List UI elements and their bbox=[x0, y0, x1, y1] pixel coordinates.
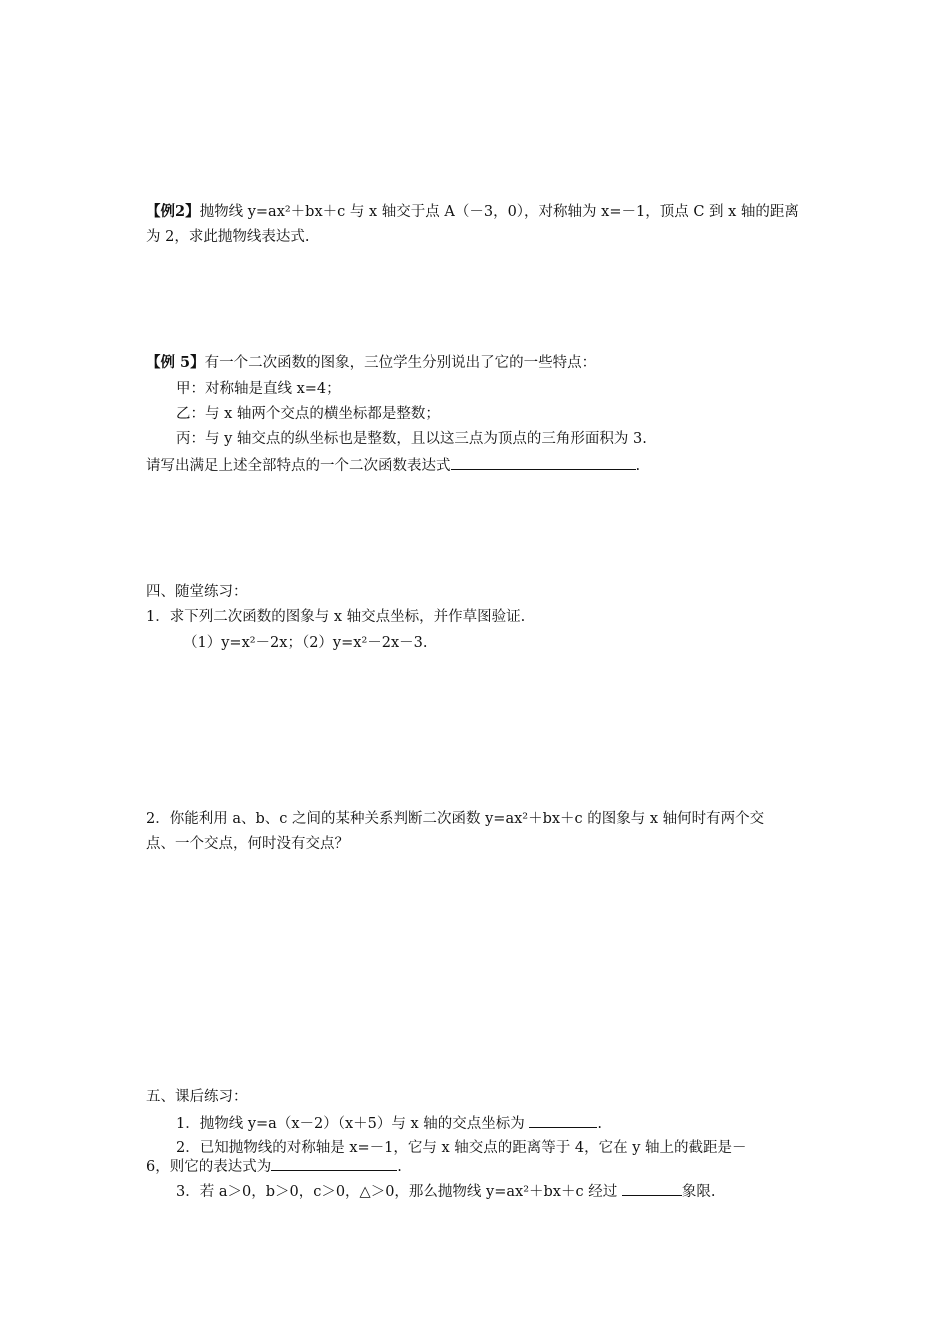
example5-bing: 丙：与 y 轴交点的纵坐标也是整数，且以这三点为顶点的三角形面积为 3. bbox=[176, 431, 647, 447]
example2-tag: 【例2】 bbox=[146, 203, 200, 220]
section5-q2-line1: 2．已知抛物线的对称轴是 x=－1，它与 x 轴交点的距离等于 4，它在 y 轴上的截距是－ bbox=[176, 1140, 747, 1156]
section4-q2-line2: 点、一个交点，何时没有交点？ bbox=[146, 836, 349, 852]
section5-title: 五、课后练习： bbox=[146, 1089, 248, 1105]
section5-q1-text: 1．抛物线 y=a（x－2）（x＋5）与 x 轴的交点坐标为 bbox=[176, 1116, 530, 1132]
section5-q1-blank[interactable] bbox=[529, 1113, 597, 1128]
section4-q1: 1．求下列二次函数的图象与 x 轴交点坐标，并作草图验证. bbox=[146, 609, 526, 625]
example5-intro-line bbox=[146, 353, 596, 373]
example5-ask-text: 请写出满足上述全部特点的一个二次函数表达式 bbox=[146, 458, 451, 474]
example2-line1 bbox=[146, 202, 799, 222]
example5-ask bbox=[146, 455, 640, 476]
section4-title: 四、随堂练习： bbox=[146, 584, 248, 600]
example5-intro: 有一个二次函数的图象，三位学生分别说出了它的一些特点： bbox=[204, 355, 597, 371]
section4-q1-sub: （1）y=x²－2x；（2）y=x²－2x－3. bbox=[183, 635, 428, 651]
section5-q2-blank[interactable] bbox=[271, 1156, 397, 1171]
section5-q1 bbox=[176, 1113, 602, 1134]
example5-yi: 乙：与 x 轴两个交点的横坐标都是整数； bbox=[176, 406, 440, 422]
section5-q2-end: . bbox=[397, 1159, 402, 1175]
example5-jia: 甲：对称轴是直线 x=4； bbox=[176, 381, 341, 397]
example2-text-1: 抛物线 y=ax²＋bx＋c 与 x 轴交于点 A（－3，0），对称轴为 x=－1，顶点 C 到 x 轴的距离 bbox=[199, 204, 799, 220]
section5-q2-line2 bbox=[146, 1156, 402, 1177]
section5-q3-blank[interactable] bbox=[622, 1181, 682, 1196]
section4-q2-line1: 2．你能利用 a、b、c 之间的某种关系判断二次函数 y=ax²＋bx＋c 的图象与 x 轴何时有两个交 bbox=[146, 811, 765, 827]
example5-ask-end: . bbox=[635, 458, 641, 474]
section5-q3 bbox=[176, 1181, 715, 1202]
example5-tag: 【例 5】 bbox=[146, 354, 205, 371]
section5-q2-text: 6，则它的表达式为 bbox=[146, 1159, 272, 1175]
example2-line2: 为 2，求此抛物线表达式. bbox=[146, 229, 310, 245]
example5-answer-blank[interactable] bbox=[451, 455, 636, 470]
section5-q3-text: 3．若 a＞0，b＞0，c＞0，△＞0，那么抛物线 y=ax²＋bx＋c 经过 bbox=[176, 1184, 622, 1200]
section5-q3-end: 象限. bbox=[681, 1184, 716, 1200]
section5-q1-end: . bbox=[597, 1116, 602, 1132]
